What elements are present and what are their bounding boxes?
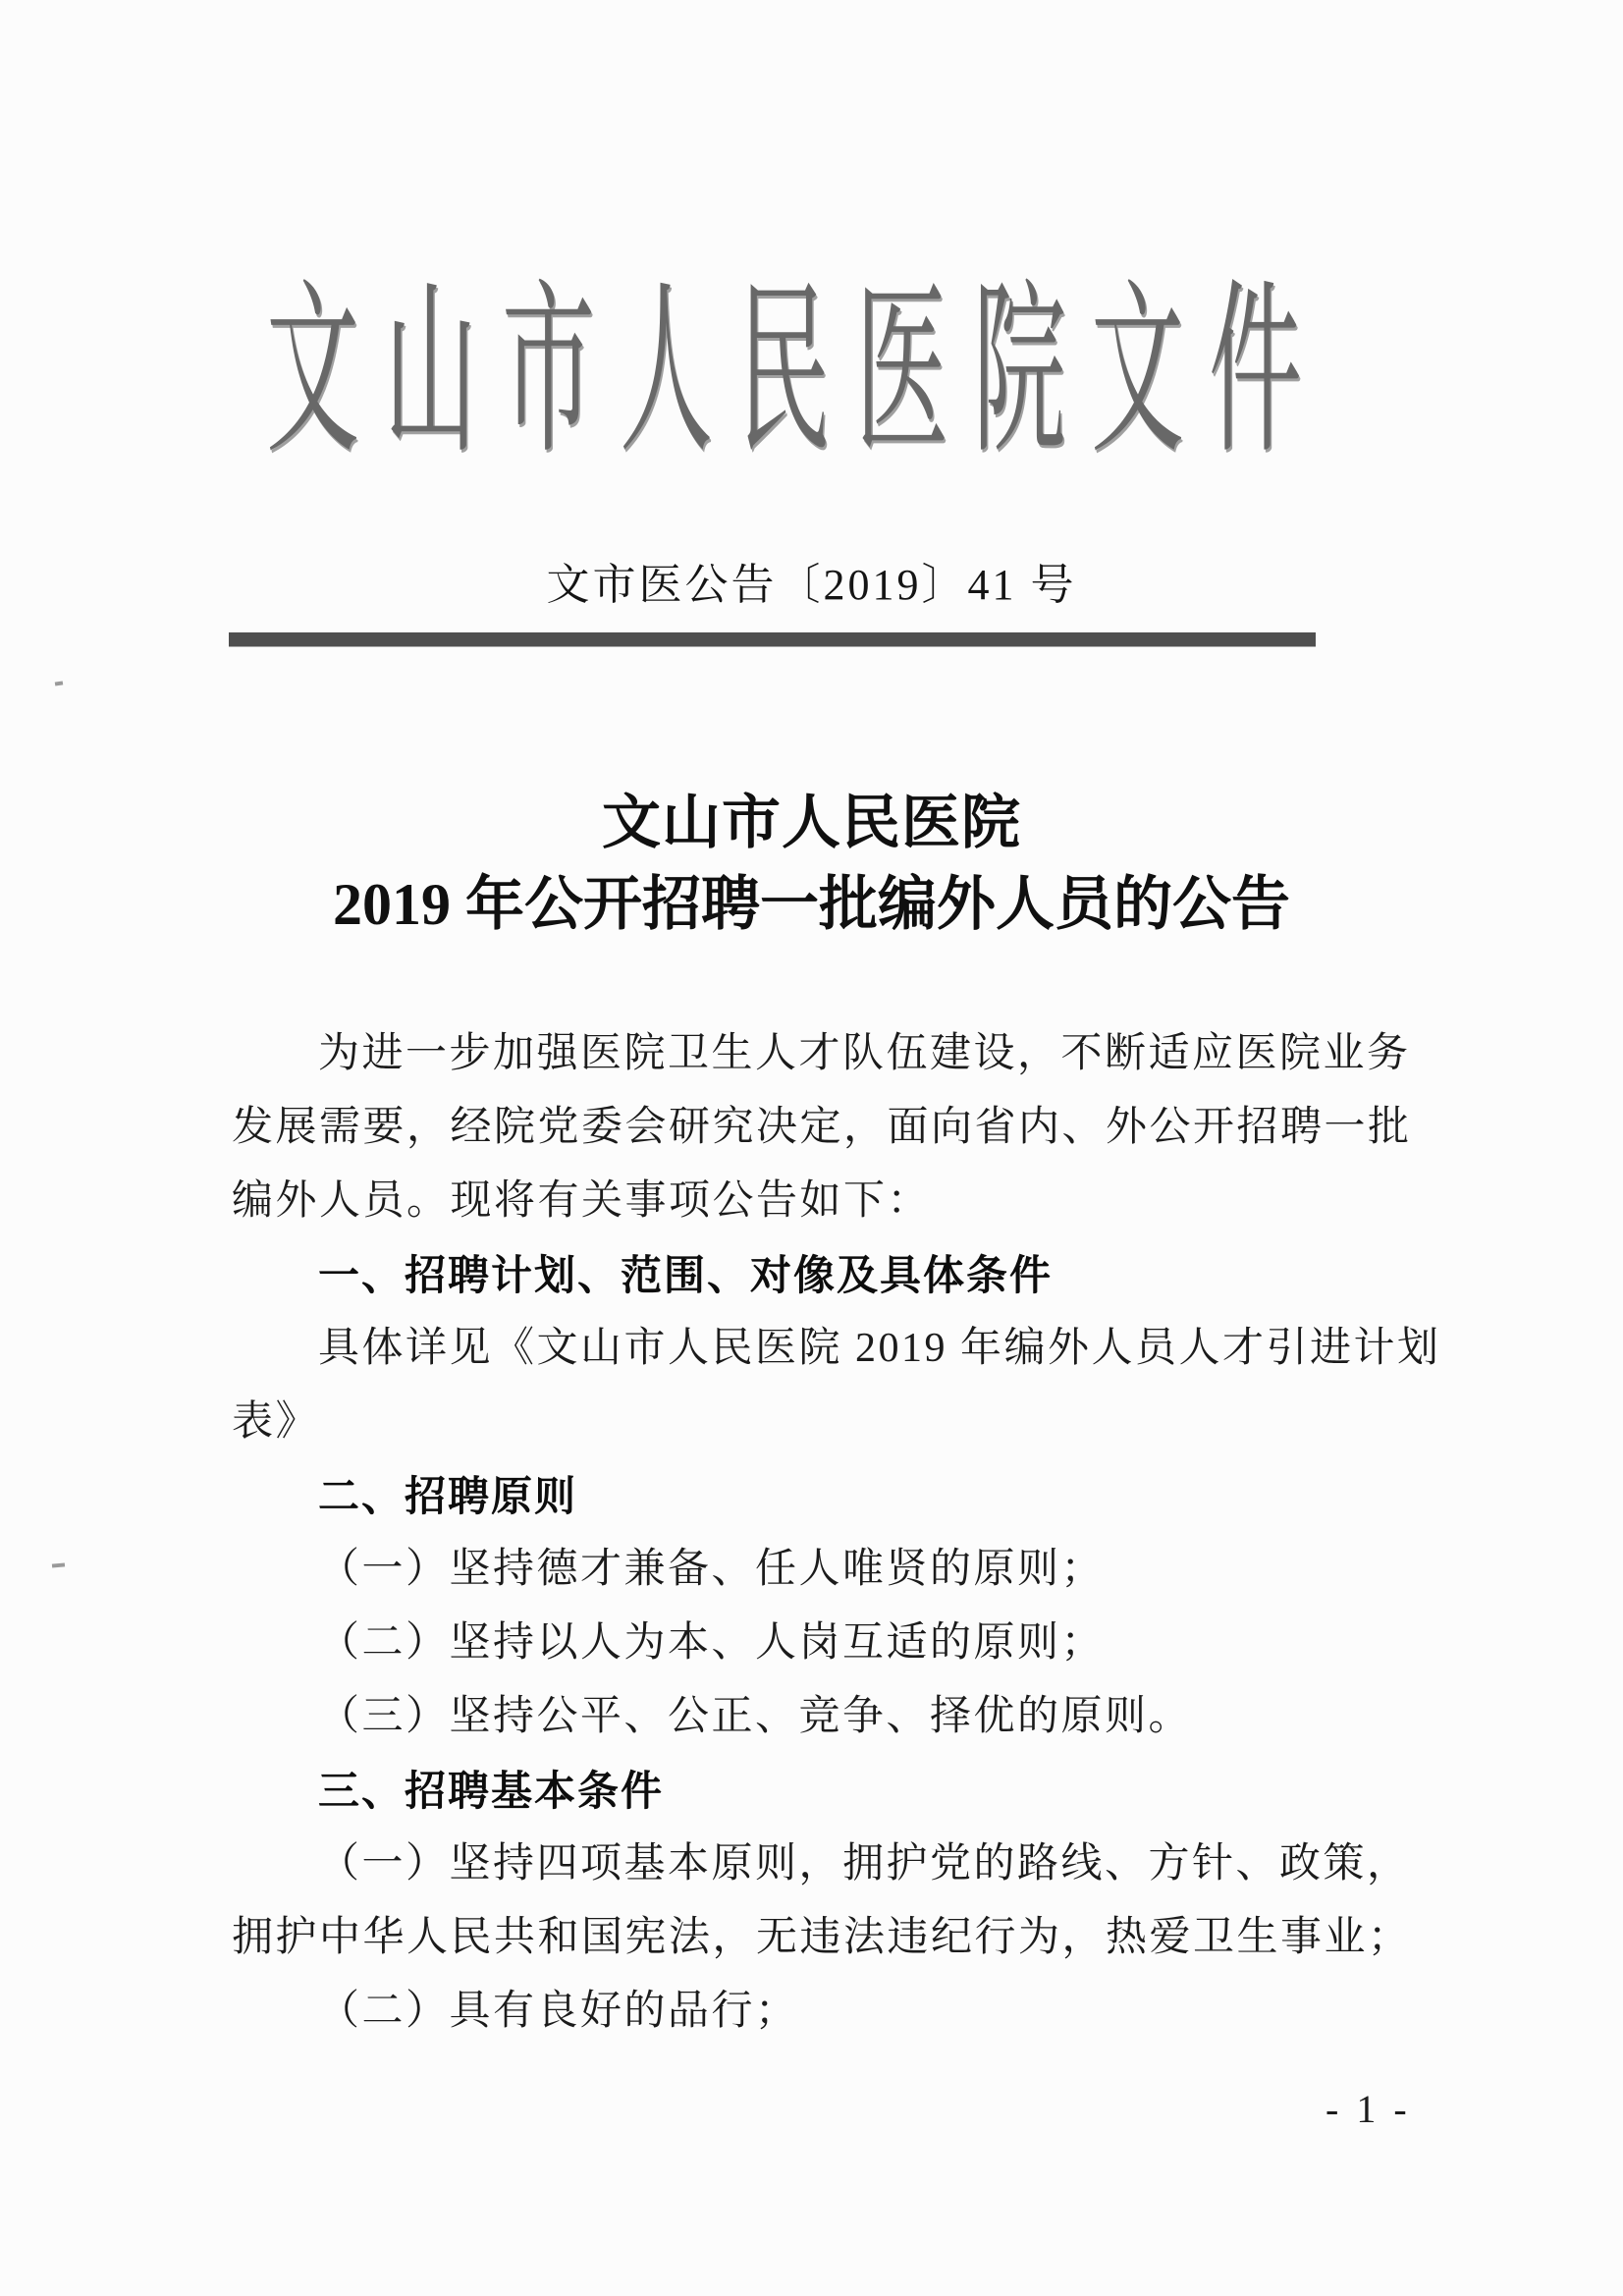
section-heading-3: 三、招聘基本条件 (318, 1768, 665, 1814)
body-line: 拥护中华人民共和国宪法，无违法违纪行为，热爱卫生事业； (232, 1915, 1412, 1960)
letterhead-title (266, 270, 1623, 476)
body-line: 具体详见《文山市人民医院 2019 年编外人员人才引进计划 (318, 1326, 1441, 1371)
list-item: （一）坚持德才兼备、任人唯贤的原则； (318, 1547, 1106, 1592)
page-number: - 1 - (1325, 2087, 1411, 2131)
letterhead-title-text: 文山市人民医院文件 (266, 270, 1327, 476)
list-item: （二）具有良好的品行； (318, 1989, 799, 2034)
section-heading-2: 二、招聘原则 (318, 1473, 578, 1519)
section-heading-1: 一、招聘计划、范围、对像及具体条件 (318, 1252, 1054, 1298)
list-item: （二）坚持以人为本、人岗互适的原则； (318, 1620, 1106, 1666)
body-line: 为进一步加强医院卫生人才队伍建设，不断适应医院业务 (318, 1031, 1411, 1076)
letterhead-divider (229, 632, 1316, 646)
body-line: 发展需要，经院党委会研究决定，面向省内、外公开招聘一批 (232, 1105, 1412, 1150)
scan-artifact (55, 681, 63, 685)
notice-body (232, 1017, 1441, 2049)
list-item: （三）坚持公平、公正、竞争、择优的原则。 (318, 1694, 1193, 1739)
list-item: （一）坚持四项基本原则，拥护党的路线、方针、政策， (318, 1841, 1411, 1886)
body-line: 表》 (232, 1399, 320, 1445)
document-number: 文市医公告〔2019〕41 号 (546, 561, 1077, 609)
scan-artifact (52, 1562, 65, 1567)
body-line: 编外人员。现将有关事项公告如下： (232, 1178, 932, 1224)
notice-title-line2: 2019 年公开招聘一批编外人员的公告 (333, 872, 1290, 937)
notice-title-line1: 文山市人民医院 (602, 791, 1021, 855)
